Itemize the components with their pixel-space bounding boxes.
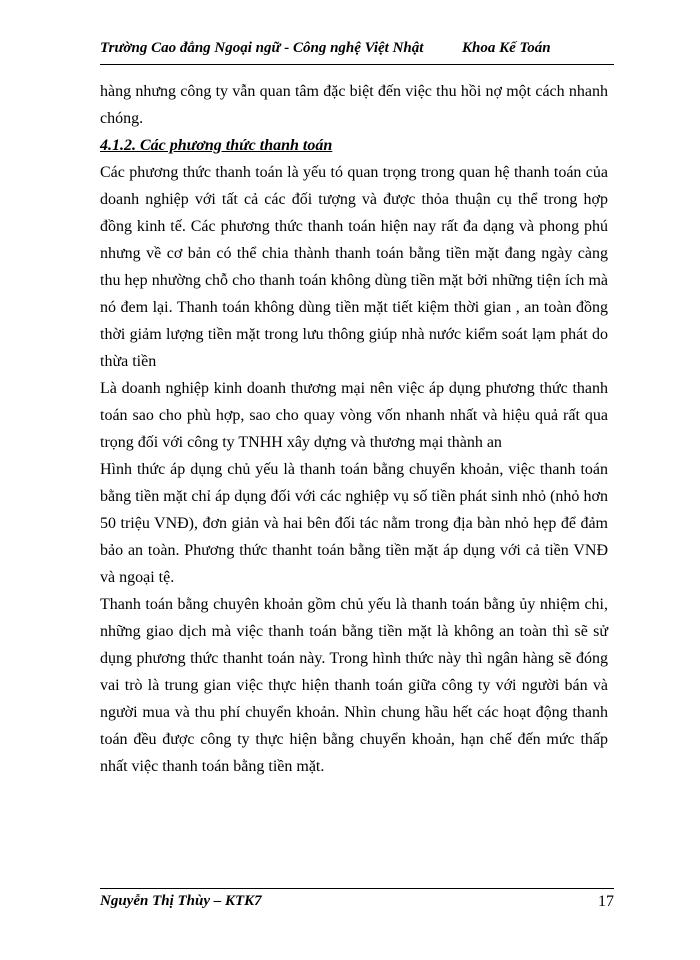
- footer-author: Nguyễn Thị Thùy – KTK7: [100, 893, 262, 909]
- header-department: Khoa Kế Toán: [462, 40, 551, 56]
- lead-paragraph: hàng nhưng công ty vẫn quan tâm đặc biệt đến việc thu hồi nợ một cách nhanh chóng.: [100, 83, 608, 127]
- document-body: [100, 78, 608, 780]
- body-paragraph: Thanh toán bằng chuyên khoản gồm chủ yếu là thanh toán bằng ủy nhiệm chi, những giao dịch mà việc thanh toán bằng tiền mặt là không an toàn thì sẽ sử dụng phương thức thanht toán này. Trong hình thức này thì ngân hàng sẽ đóng vai trò là trung gian việc thực hiện thanh toán giữa công ty với người bán và người mua và thu phí chuyển khoản. Nhìn chung hầu hết các hoạt động thanh toán đều được công ty thực hiện bằng chuyển khoản, hạn chế đến mức thấp nhất việc thanh toán bằng tiền mặt.: [100, 596, 608, 775]
- footer-divider: [100, 888, 614, 889]
- header-school-name: Trường Cao đẳng Ngoại ngữ - Công nghệ Việt Nhật: [100, 40, 424, 56]
- body-paragraph: Các phương thức thanh toán là yếu tó quan trọng trong quan hệ thanh toán của doanh nghiệp với tất cả các đối tượng và được thỏa thuận cụ thể trong hợp đồng kinh tế. Các phương thức thanh toán hiện nay rất đa dạng và phong phú nhưng về cơ bản có thể chia thành thanh toán bằng tiền mặt đang ngày càng thu hẹp nhường chỗ cho thanh toán không dùng tiền mặt bởi những tiện ích mà nó đem lại. Thanh toán không dùng tiền mặt tiết kiệm thời gian , an toàn đồng thời giảm lượng tiền mặt trong lưu thông giúp nhà nước kiểm soát lạm phát do thừa tiền: [100, 164, 608, 370]
- page-footer: [100, 893, 614, 917]
- page-header: [100, 40, 614, 64]
- section-heading: 4.1.2. Các phương thức thanh toán: [100, 137, 333, 154]
- header-divider: [100, 64, 614, 65]
- body-paragraph: Hình thức áp dụng chủ yếu là thanh toán bằng chuyển khoản, việc thanh toán bằng tiền mặt chỉ áp dụng đối với các nghiệp vụ số tiền phát sinh nhỏ (nhỏ hơn 50 triệu VNĐ), đơn giản và hai bên đối tác nằm trong địa bàn nhỏ hẹp để đảm bảo an toàn. Phương thức thanht toán bằng tiền mặt áp dụng với cả tiền VNĐ và ngoại tệ.: [100, 461, 608, 586]
- page-number: 17: [598, 893, 614, 910]
- body-paragraph: Là doanh nghiệp kinh doanh thương mại nên việc áp dụng phương thức thanh toán sao cho phù hợp, sao cho quay vòng vốn nhanh nhất và hiệu quả rất qua trọng đối với công ty TNHH xây dựng và thương mại thành an: [100, 380, 608, 451]
